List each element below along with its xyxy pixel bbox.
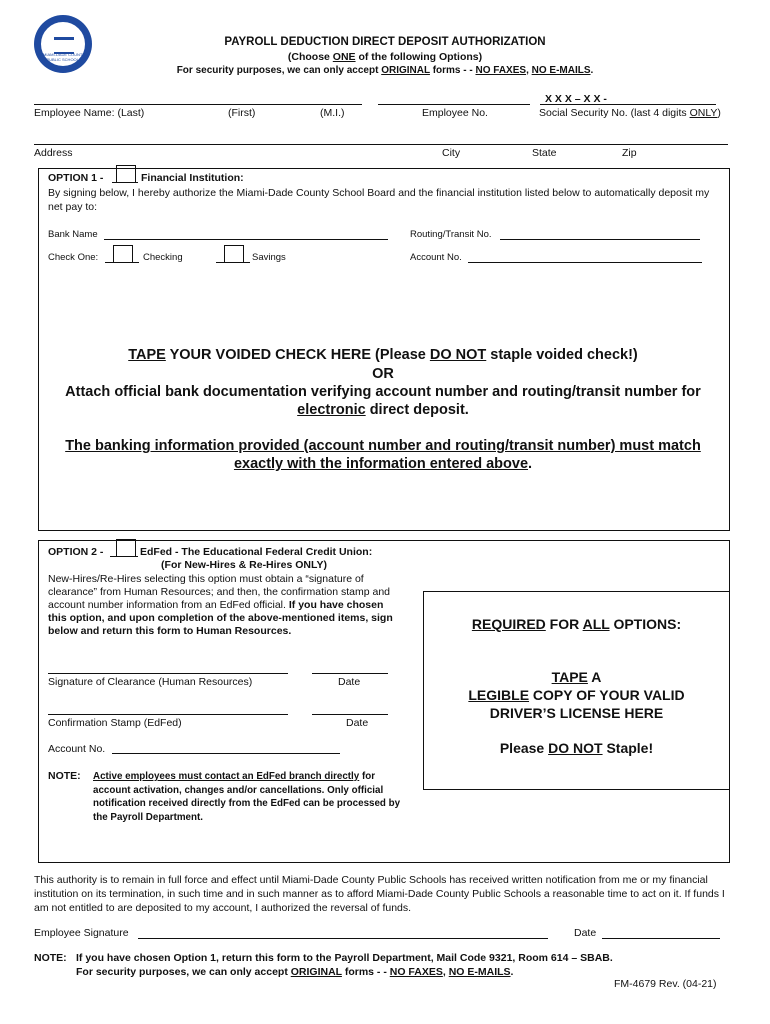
state-label: State [532, 147, 557, 159]
employee-no-line[interactable] [378, 104, 530, 105]
school-seal-logo: MIAMI-DADE COUNTY PUBLIC SCHOOLS [34, 15, 92, 73]
zip-label: Zip [622, 147, 637, 159]
footer-note-line2: For security purposes, we can only accept ORIGINAL forms - - NO FAXES, NO E-MAILS. [76, 966, 514, 978]
option1-checkbox-line [112, 182, 138, 183]
account-no-label: Account No. [410, 252, 462, 263]
attach-doc-line1: Attach official bank documentation verifying account number and routing/transit number for [65, 384, 701, 400]
attach-doc-line2: electronic direct deposit. [297, 402, 469, 418]
employee-signature-line[interactable] [138, 938, 548, 939]
bank-name-line[interactable] [104, 239, 388, 240]
match-notice-line2: exactly with the information entered above. [233, 456, 533, 472]
routing-line[interactable] [500, 239, 700, 240]
option1-label: OPTION 1 - [48, 172, 104, 184]
savings-checkbox[interactable] [224, 245, 244, 263]
address-line[interactable] [34, 144, 728, 145]
checking-line [105, 262, 139, 263]
savings-label: Savings [252, 252, 286, 263]
edfed-account-no-line[interactable] [112, 753, 340, 754]
option2-instructions: New-Hires/Re-Hires selecting this option must obtain a “signature of clearance” from Human Resources; and then, the confirmation stamp and account number information from an EdFed official. If you have chosen this option, and upon completion of the above-mentioned items, sign below and return this form to Human Resources. [48, 573, 393, 637]
no-staple-notice: Please DO NOT Staple! [499, 740, 654, 756]
edfed-note-text: Active employees must contact an EdFed branch directly for account activation, changes and/or cancellations. Only official notification received directly from the EdFed can be processed by the Payroll Department. [93, 771, 401, 823]
employee-name-last-label: Employee Name: (Last) [34, 107, 145, 119]
option2-subtitle: (For New-Hires & Re-Hires ONLY) [161, 559, 327, 571]
middle-initial-label: (M.I.) [320, 107, 345, 119]
option1-checkbox[interactable] [116, 165, 136, 183]
footer-note-label: NOTE: [34, 952, 67, 964]
option2-checkbox-line [110, 556, 138, 557]
signature-date-label: Date [574, 927, 597, 939]
first-name-label: (First) [228, 107, 256, 119]
option1-authorization-text: By signing below, I hereby authorize the Miami-Dade County School Board and the financial institution listed below to automatically deposit my net pay to: [48, 187, 710, 213]
option1-title: Financial Institution: [141, 172, 244, 184]
ssn-label: Social Security No. (last 4 digits ONLY) [539, 107, 721, 119]
confirm-date-line[interactable] [312, 714, 388, 715]
signature-clearance-label: Signature of Clearance (Human Resources) [48, 676, 253, 688]
tape-check-instruction: TAPE YOUR VOIDED CHECK HERE (Please DO NOT staple voided check!) [128, 347, 638, 363]
option2-label: OPTION 2 - [48, 546, 104, 558]
clearance-date-line[interactable] [312, 673, 388, 674]
account-no-line[interactable] [468, 262, 702, 263]
check-one-label: Check One: [48, 252, 99, 263]
employee-name-line[interactable] [34, 104, 362, 105]
form-number: FM-4679 Rev. (04-21) [614, 978, 717, 990]
checking-label: Checking [143, 252, 183, 263]
bank-name-label: Bank Name [48, 229, 98, 240]
footer-note-line1: If you have chosen Option 1, return this form to the Payroll Department, Mail Code 9321, Room 614 – SBAB. [76, 952, 613, 964]
option2-checkbox[interactable] [116, 539, 136, 557]
edfed-note-label: NOTE: [48, 770, 81, 782]
tape-license-line1: TAPE A [551, 669, 602, 685]
confirm-date-label: Date [346, 717, 369, 729]
address-label: Address [34, 147, 73, 159]
savings-line [216, 262, 250, 263]
match-notice-line1: The banking information provided (account number and routing/transit number) must match [65, 438, 701, 454]
confirm-stamp-line[interactable] [48, 714, 288, 715]
required-heading: REQUIRED FOR ALL OPTIONS: [471, 616, 682, 632]
form-subtitle: (Choose ONE of the following Options) [287, 51, 483, 63]
tape-license-line2: LEGIBLE COPY OF YOUR VALID [468, 687, 685, 703]
employee-no-label: Employee No. [422, 107, 488, 119]
employee-signature-label: Employee Signature [34, 927, 129, 939]
authority-statement: This authority is to remain in full force and effect until Miami-Dade County Public Schools has received written notification from me or my financial institution on its termination, in such time and in such manner as to afford Miami-Dade County Public Schools a reasonable time to act on it. If funds I am not entitled to are deposited to my account, I authorized the reversal of funds. [34, 874, 725, 914]
checking-checkbox[interactable] [113, 245, 133, 263]
city-label: City [442, 147, 461, 159]
routing-label: Routing/Transit No. [410, 229, 492, 240]
signature-date-line[interactable] [602, 938, 720, 939]
option2-title: EdFed - The Educational Federal Credit Union: [140, 546, 373, 558]
confirmation-stamp-label: Confirmation Stamp (EdFed) [48, 717, 182, 729]
form-title: PAYROLL DEDUCTION DIRECT DEPOSIT AUTHORIZATION [224, 36, 546, 48]
clearance-date-label: Date [338, 676, 361, 688]
clearance-signature-line[interactable] [48, 673, 288, 674]
or-label: OR [372, 366, 394, 382]
edfed-account-no-label: Account No. [48, 743, 106, 755]
ssn-prefill: X X X – X X - [545, 93, 607, 105]
security-notice: For security purposes, we can only accept ORIGINAL forms - - NO FAXES, NO E-MAILS. [176, 65, 594, 76]
tape-license-line3: DRIVER’S LICENSE HERE [489, 705, 664, 721]
